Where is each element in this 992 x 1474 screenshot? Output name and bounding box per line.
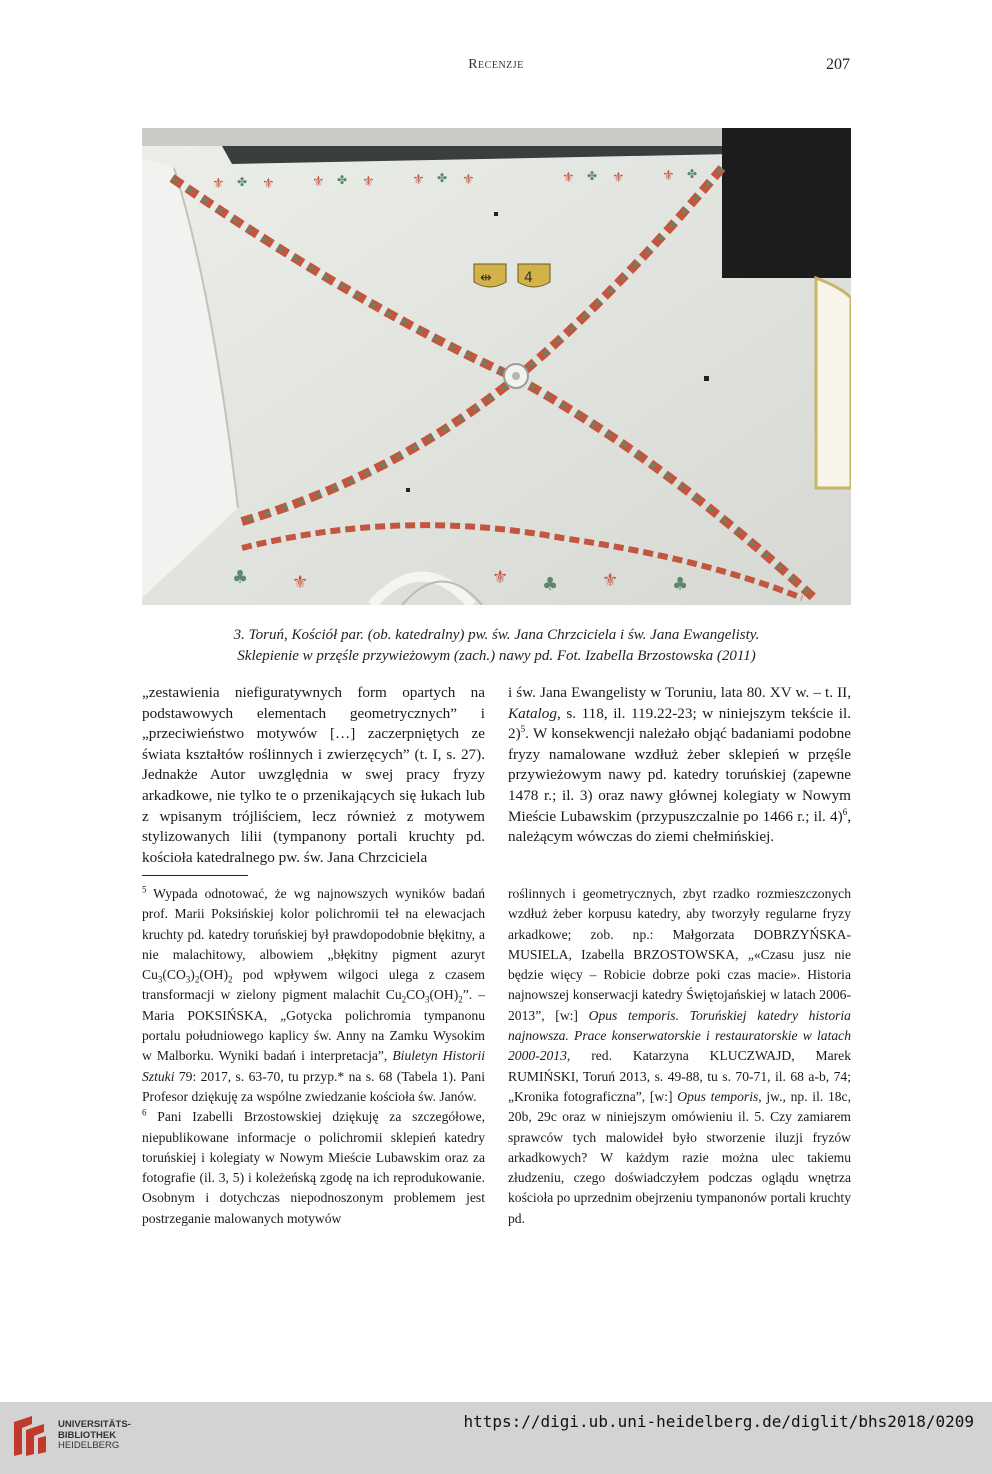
footnote-6: $^6$ Pani Izabelli Brzostowskiej dziękuję za szczegółowe, niepublikowane informacje o polichromii sklepień katedry toruńskiej i kolegiaty w Nowym Mieście Lubawskim oraz za fotografie (il. 3, 5) i koleżeńską zgodę na ich reprodukowanie. Osobnym i dotychczas niepodnoszonym problemem jest postrzeganie malowanych motywów: [142, 1107, 485, 1226]
svg-text:⚜: ⚜: [612, 170, 625, 186]
caption-line-2: Sklepienie w przęśle przywieżowym (zach.) nawy pd. Fot. Izabella Brzostowska (2011): [237, 648, 756, 664]
svg-text:⚜: ⚜: [362, 174, 375, 190]
running-header: Recenzje: [468, 57, 524, 72]
footnote-separator: [142, 875, 248, 876]
permalink-url[interactable]: https://digi.ub.uni-heidelberg.de/diglit/bhs2018/0209: [463, 1412, 974, 1431]
svg-text:✤: ✤: [337, 173, 348, 187]
figure-caption: [142, 625, 851, 667]
vault-photograph: [142, 128, 851, 605]
footnotes-left: [142, 884, 485, 1229]
svg-text:⚜: ⚜: [562, 170, 575, 186]
svg-text:✤: ✤: [437, 171, 448, 185]
svg-text:♣: ♣: [232, 567, 249, 588]
svg-text:♣: ♣: [542, 574, 559, 595]
svg-text:⚜: ⚜: [462, 172, 475, 188]
footnote-6-continued: roślinnych i geometrycznych, zbyt rzadko rozmieszczonych wzdłuż żeber korpusu katedry, aby tworzyły regularne fryzy arkadkowe; zob. np.: Małgorzata DOBRZYŃSKA-MUSIELA, Izabella BRZOSTOWSKA, „«Czasu jusz nie będzie więcy – Robicie dobrze poki czas macie». Historia najnowszej konserwacji katedry Świętojańskiej w latach 2006-2013”, [w:] Opus temporis. Toruńskiej katedry historia najnowsza. Prace konserwatorskie i restauratorskie w latach 2000-2013, red. Katarzyna KLUCZWAJD, Marek RUMIŃSKI, Toruń 2013, s. 49-88, tu s. 70-71, il. 68 a-b, 74; „Kronika fotograficzna”, [w:] Opus temporis, jw., np. il. 18c, 20b, 29c oraz w niniejszym omówieniu il. 5. Czy zamiarem sprawców tych malowideł było stworzenie iluzji fryzów arkadkowych? W każdym razie można ulec takiemu złudzeniu, czego doświadczyłem podczas oglądu wnętrza kościoła po uprzednim obejrzeniu tympanonów portali kruchty pd.: [508, 886, 851, 1226]
body-column-right: [508, 683, 851, 848]
svg-text:✤: ✤: [587, 169, 598, 183]
svg-text:✤: ✤: [237, 175, 248, 189]
svg-text:⚜: ⚜: [412, 172, 425, 188]
svg-text:⚜: ⚜: [492, 567, 509, 588]
footnote-ref-6: 6: [842, 806, 848, 817]
footnote-5: $^5$ Wypada odnotować, że wg najnowszych wyników badań prof. Marii Poksińskiej kolor polichromii teł na elewacjach kruchty pd. katedry toruńskiej był prawdopodobnie błękitny, a nie malachitowy, albowiem „błękitny pigment azuryt $Cu_3(CO_3)_2(OH)_2$ pod wpływem wilgoci ulega z czasem transformacji w zielony pigment malachit $Cu_2CO_3(OH)_2$”. – Maria POKSIŃSKA, „Gotycka polichromia tympanonu portalu południowego kaplicy św. Anny na Zamku Wysokim w Malborku. Wyniki badań i interpretacja”, Biuletyn Historii Sztuki 79: 2017, s. 63-70, tu przyp.* na s. 68 (Tabela 1). Pani Profesor dziękuję za wspólne zwiedzanie kościoła św. Janów.: [142, 884, 485, 1104]
svg-text:✤: ✤: [687, 167, 698, 181]
svg-text:⚜: ⚜: [662, 168, 675, 184]
digitization-footer: [0, 1402, 992, 1474]
svg-text:⚜: ⚜: [292, 572, 309, 593]
svg-text:⇹: ⇹: [480, 270, 492, 286]
body-paragraph: „zestawienia niefiguratywnych form opartych na podstawowych elementach geometrycznych” i „przeciwieństwo motywów […] zaczerpniętych ze świata kształtów roślinnych i zwierzęcych” (t. I, s. 27). Jednakże Autor uwzględnia w swej pracy fryzy arkadkowe, nie tylko te o przenikających się łukach lub z wpisanym trójliściem, lecz również z motywem stylizowanych lilii (tympanony portali kruchty pd. kościoła katedralnego pw. św. Jana Chrzciciela: [142, 684, 485, 866]
footnote-ref-5: 5: [520, 724, 526, 735]
library-logo-icon: [10, 1414, 50, 1458]
svg-text:⚜: ⚜: [312, 174, 325, 190]
svg-text:⚜: ⚜: [262, 176, 275, 192]
body-column-left: [142, 683, 485, 868]
svg-text:4: 4: [524, 270, 533, 286]
library-name: UNIVERSITÄTS- BIBLIOTHEK HEIDELBERG: [58, 1419, 131, 1451]
svg-text:♣: ♣: [672, 574, 689, 595]
page-number: 207: [826, 56, 850, 73]
footnotes-right: [508, 884, 851, 1229]
svg-text:⚜: ⚜: [602, 570, 619, 591]
body-paragraph: i św. Jana Ewangelisty w Toruniu, lata 80. XV w. – t. II, Katalog, s. 118, il. 119.22-23; w niniejszym tekście il. 2)$^5$. W konsekwencji należało objąć badaniami podobne fryzy namalowane wzdłuż żeber sklepień w przęśle przywieżowym nawy pd. katedry toruńskiej (zapewne 1478 r.; il. 3) oraz nawy głównej kolegiaty w Nowym Mieście Lubawskim (przypuszczalnie po 1466 r.; il. 4)$^6$, należącym wówczas do ziemi chełmińskiej.: [508, 684, 851, 846]
caption-line-1: 3. Toruń, Kościół par. (ob. katedralny) pw. św. Jana Chrzciciela i św. Jana Ewangelisty.: [233, 627, 760, 643]
svg-text:⚜: ⚜: [212, 176, 225, 192]
